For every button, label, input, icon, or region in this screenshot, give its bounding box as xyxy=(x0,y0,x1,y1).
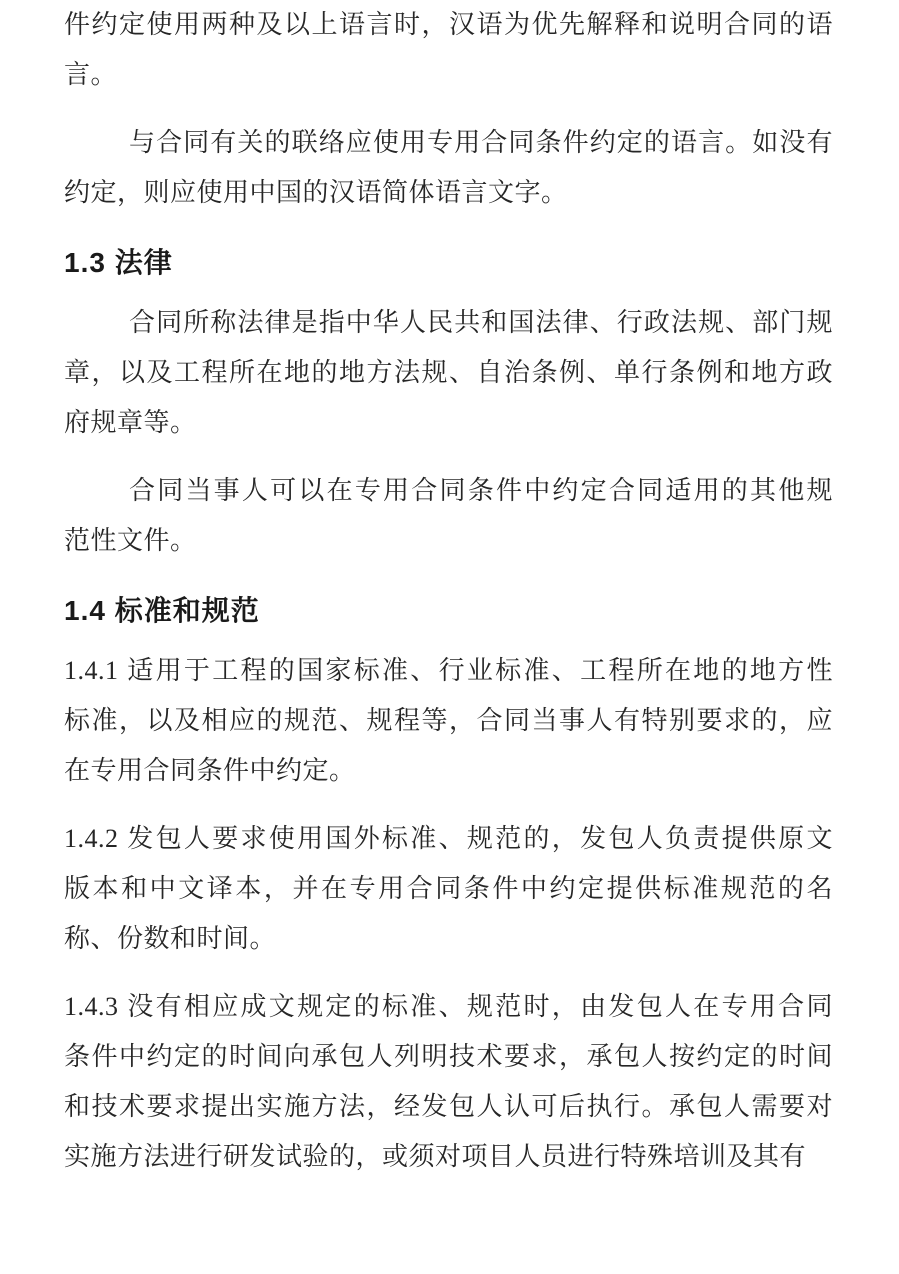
paragraph xyxy=(64,814,833,964)
paragraph xyxy=(64,298,833,448)
paragraph xyxy=(64,0,833,100)
text-line: 约定，则应使用中国的汉语简体语言文字。 xyxy=(64,178,568,207)
text-line: 条件中约定的时间向承包人列明技术要求，承包人按约定的时间 xyxy=(64,1042,833,1071)
text-line: 件约定使用两种及以上语言时，汉语为优先解释和说明合同的语 xyxy=(64,10,833,39)
text-line: 1.4.2 发包人要求使用国外标准、规范的，发包人负责提供原文 xyxy=(64,824,833,853)
paragraph xyxy=(64,982,833,1182)
text-line: 合同当事人可以在专用合同条件中约定合同适用的其他规 xyxy=(129,476,833,505)
text-line: 在专用合同条件中约定。 xyxy=(64,756,356,785)
paragraph xyxy=(64,646,833,796)
section-heading: 1.4 标准和规范 xyxy=(64,595,260,626)
text-line: 与合同有关的联络应使用专用合同条件约定的语言。如没有 xyxy=(129,128,833,157)
text-line: 称、份数和时间。 xyxy=(64,924,277,953)
text-line: 府规章等。 xyxy=(64,408,197,437)
paragraph xyxy=(64,466,833,566)
text-line: 1.4.1 适用于工程的国家标准、行业标准、工程所在地的地方性 xyxy=(64,656,833,685)
text-line: 1.4.3 没有相应成文规定的标准、规范时，由发包人在专用合同 xyxy=(64,992,833,1021)
text-line: 和技术要求提出实施方法，经发包人认可后执行。承包人需要对 xyxy=(64,1092,833,1121)
text-line: 版本和中文译本，并在专用合同条件中约定提供标准规范的名 xyxy=(64,874,833,903)
paragraph xyxy=(64,118,833,218)
text-line: 言。 xyxy=(64,60,118,89)
section-heading: 1.3 法律 xyxy=(64,247,173,278)
text-line: 实施方法进行研发试验的，或须对项目人员进行特殊培训及其有 xyxy=(64,1142,807,1171)
text-line: 范性文件。 xyxy=(64,526,197,555)
text-line: 标准，以及相应的规范、规程等，合同当事人有特别要求的，应 xyxy=(64,706,833,735)
text-line: 合同所称法律是指中华人民共和国法律、行政法规、部门规 xyxy=(129,308,833,337)
text-line: 章，以及工程所在地的地方法规、自治条例、单行条例和地方政 xyxy=(64,358,833,387)
